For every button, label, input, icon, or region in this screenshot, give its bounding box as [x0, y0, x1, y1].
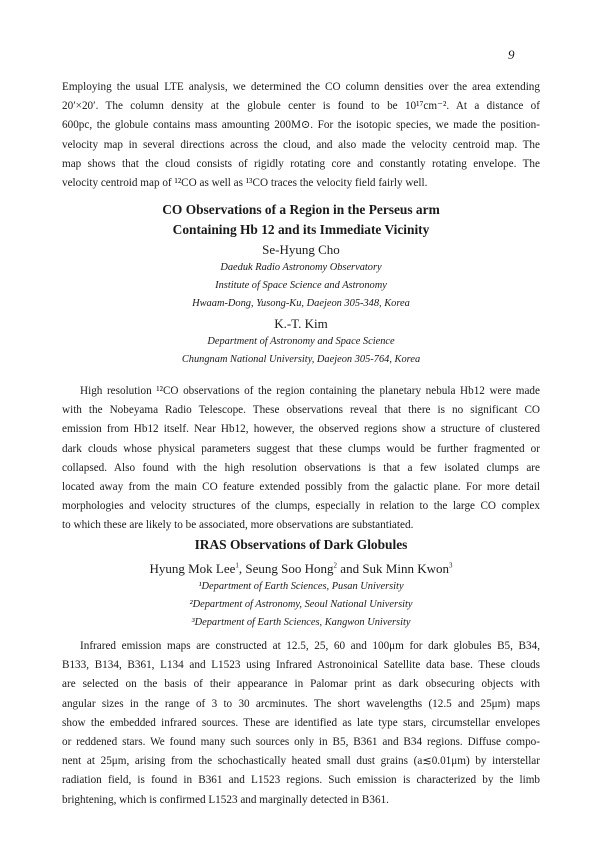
- text-line: dark clouds whose physical parameters suggest that these clumps would be further fragmented or: [62, 442, 540, 455]
- article1-title-line: CO Observations of a Region in the Perseus arm: [162, 202, 440, 217]
- article1-author2: K.-T. Kim: [274, 316, 328, 331]
- text-line: brightening, which is confirmed L1523 and marginally detected in B361.: [62, 793, 389, 806]
- intro-paragraph: [62, 78, 540, 193]
- article1-author1: Se-Hyung Cho: [262, 242, 340, 257]
- author-superscript: 3: [449, 561, 453, 570]
- affiliation-line: ¹Department of Earth Sciences, Pusan University: [198, 581, 404, 592]
- affiliation-line: Daeduk Radio Astronomy Observatory: [220, 262, 382, 273]
- text-line: nent at 25μm, arising from the schochastically heated small dust grains (a≲0.01μm) by interstellar: [62, 755, 540, 768]
- author-name: , Seung Soo Hong: [238, 561, 334, 576]
- page-number: 9: [508, 47, 515, 62]
- affiliation-line: ²Department of Astronomy, Seoul National University: [189, 599, 413, 610]
- text-line: High resolution ¹²CO observations of the region containing the planetary nebula Hb12 were made: [80, 385, 540, 397]
- text-line: located away from the main CO feature extended possibly from the galactic plane. For more detail: [62, 480, 540, 493]
- text-line: collapsed. Also found with the high resolution observations is that a few isolated clumps are: [62, 461, 540, 474]
- article1-abstract: [62, 382, 540, 536]
- text-line: velocity centroid map of ¹²CO as well as ¹³CO traces the velocity field fairly well.: [62, 176, 428, 189]
- article2-affiliations: [62, 578, 540, 632]
- author-name: and Suk Minn Kwon: [337, 561, 449, 576]
- article1-author1-affiliation: [62, 259, 540, 313]
- text-line: are selected on the basis of their appearance in Palomar print as dark obsecuring objects with: [62, 678, 540, 691]
- author-superscript: 2: [333, 561, 338, 570]
- text-line: emission from Hb12 itself. Near Hb12, however, the observed regions show a structure of clustered: [62, 423, 540, 436]
- text-line: 20′×20′. The column density at the globule center is found to be 10¹⁷cm⁻². At a distance of: [62, 100, 540, 113]
- text-line: map shows that the cloud consists of rigidly rotating core and constantly rotating envelope. The: [62, 157, 540, 170]
- affiliation-line: Institute of Space Science and Astronomy: [215, 280, 387, 291]
- affiliation-line: Chungnam National University, Daejeon 305-764, Korea: [181, 354, 421, 365]
- text-line: 600pc, the globule contains mass amounting 200M⊙. For the isotopic species, we made the position-: [62, 119, 540, 132]
- text-line: B133, B134, B361, L134 and L1523 using Infrared Astronoinical Satellite data base. These clouds: [62, 659, 540, 672]
- article1-title-line: Containing Hb 12 and its Immediate Vicinity: [172, 221, 430, 237]
- author-superscript: 1: [235, 561, 239, 570]
- affiliation-line: Hwaam-Dong, Yusong-Ku, Daejeon 305-348, Korea: [192, 298, 410, 309]
- text-line: or reddened stars. We found many such sources only in B5, B361 and B34 regions. Diffuse compo-: [62, 735, 540, 748]
- affiliation-line: Department of Astronomy and Space Science: [207, 336, 395, 347]
- text-line: morphologies and velocity structures of the clumps, especially in relation to the large CO complex: [62, 500, 540, 513]
- text-line: Infrared emission maps are constructed at 12.5, 25, 60 and 100μm for dark globules B5, B34,: [80, 640, 540, 652]
- text-line: with the Nobeyama Radio Telescope. These observations reveal that there is no significant CO: [62, 404, 540, 417]
- article2-authors: [62, 560, 540, 578]
- article1-author2-affiliation: [62, 333, 540, 369]
- affiliation-line: ³Department of Earth Sciences, Kangwon University: [191, 617, 411, 628]
- article1-title: [62, 200, 540, 239]
- text-line: Employing the usual LTE analysis, we determined the CO column densities over the area extending: [62, 81, 540, 93]
- article2-abstract: [62, 637, 540, 810]
- text-line: show the embedded infrared sources. These are identified as late type stars, circumstellar envelopes: [62, 716, 540, 729]
- text-line: angular sizes in the range of 3 to 30 arcminutes. The short wavelengths (12.5 and 25μm) maps: [62, 697, 540, 710]
- article2-title: IRAS Observations of Dark Globules: [194, 537, 408, 552]
- text-line: to which these are likely to be associated, more observations are substantiated.: [62, 519, 414, 532]
- text-line: velocity map in several directions across the cloud, and also made the velocity centroid map. The: [62, 138, 540, 151]
- text-line: radiation field, is found in B361 and L1523 regions. Such emission is characterized by the limb: [62, 774, 540, 787]
- author-name: Hyung Mok Lee: [149, 561, 236, 576]
